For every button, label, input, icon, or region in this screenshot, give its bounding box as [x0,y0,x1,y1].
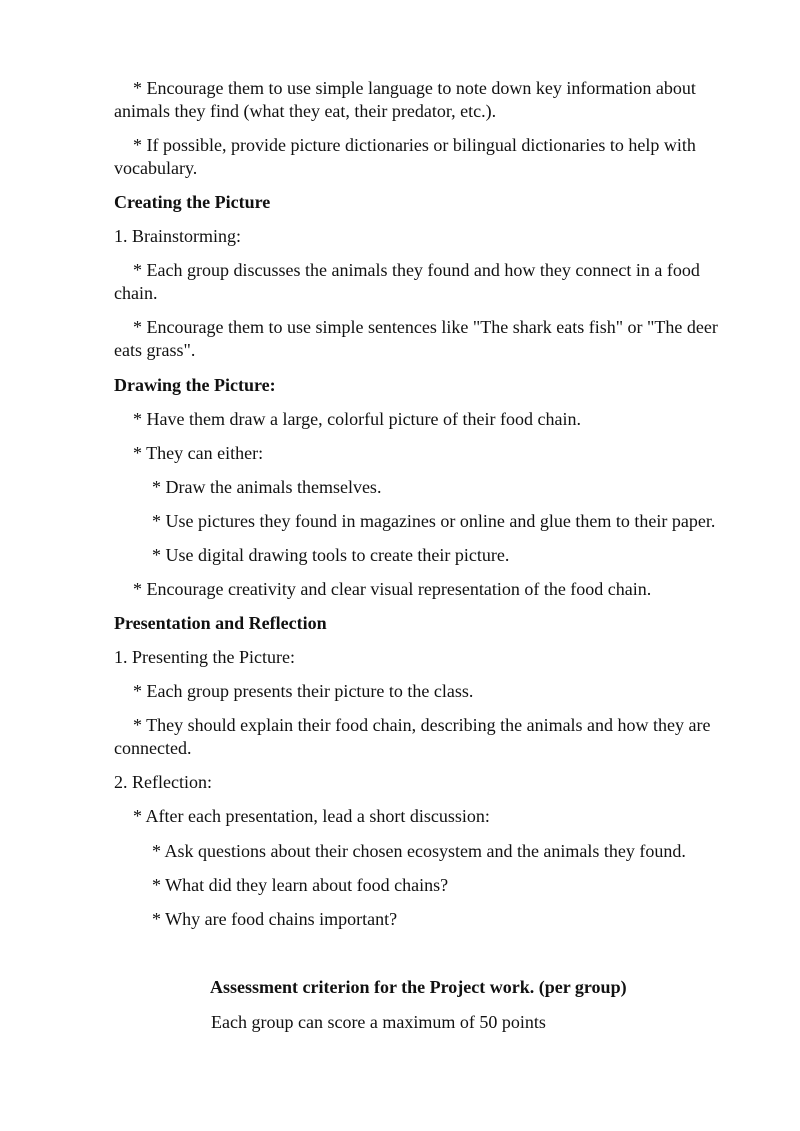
assessment-title: Assessment criterion for the Project work. (per group) [210,977,627,997]
drawing-item: * Encourage creativity and clear visual representation of the food chain. [133,579,652,599]
research-note-key-info: * Encourage them to use simple language to note down key information about animals they find (what they eat, their predator, etc.). [114,78,696,121]
brainstorming-item: * Encourage them to use simple sentences like "The shark eats fish" or "The deer eats grass". [114,317,718,360]
reflection-question: * What did they learn about food chains? [152,875,449,895]
presentation-heading: Presentation and Reflection [114,613,327,633]
drawing-heading: Drawing the Picture: [114,375,276,395]
reflection-label: 2. Reflection: [114,772,212,792]
assessment-max-points: Each group can score a maximum of 50 points [211,1012,546,1032]
drawing-option: * Draw the animals themselves. [152,477,382,497]
creating-heading: Creating the Picture [114,192,271,212]
reflection-question: * Ask questions about their chosen ecosystem and the animals they found. [152,841,686,861]
research-dictionaries: * If possible, provide picture dictionaries or bilingual dictionaries to help with vocabulary. [114,135,696,178]
reflection-intro: * After each presentation, lead a short discussion: [133,806,490,826]
presenting-item: * Each group presents their picture to the class. [133,681,474,701]
presenting-label: 1. Presenting the Picture: [114,647,295,667]
drawing-item: * Have them draw a large, colorful picture of their food chain. [133,409,581,429]
presenting-item: * They should explain their food chain, describing the animals and how they are connected. [114,715,711,758]
drawing-option: * Use digital drawing tools to create their picture. [152,545,510,565]
brainstorming-item: * Each group discusses the animals they found and how they connect in a food chain. [114,260,700,303]
brainstorming-label: 1. Brainstorming: [114,226,241,246]
drawing-option: * Use pictures they found in magazines or online and glue them to their paper. [152,511,716,531]
drawing-item: * They can either: [133,443,264,463]
reflection-question: * Why are food chains important? [152,909,398,929]
